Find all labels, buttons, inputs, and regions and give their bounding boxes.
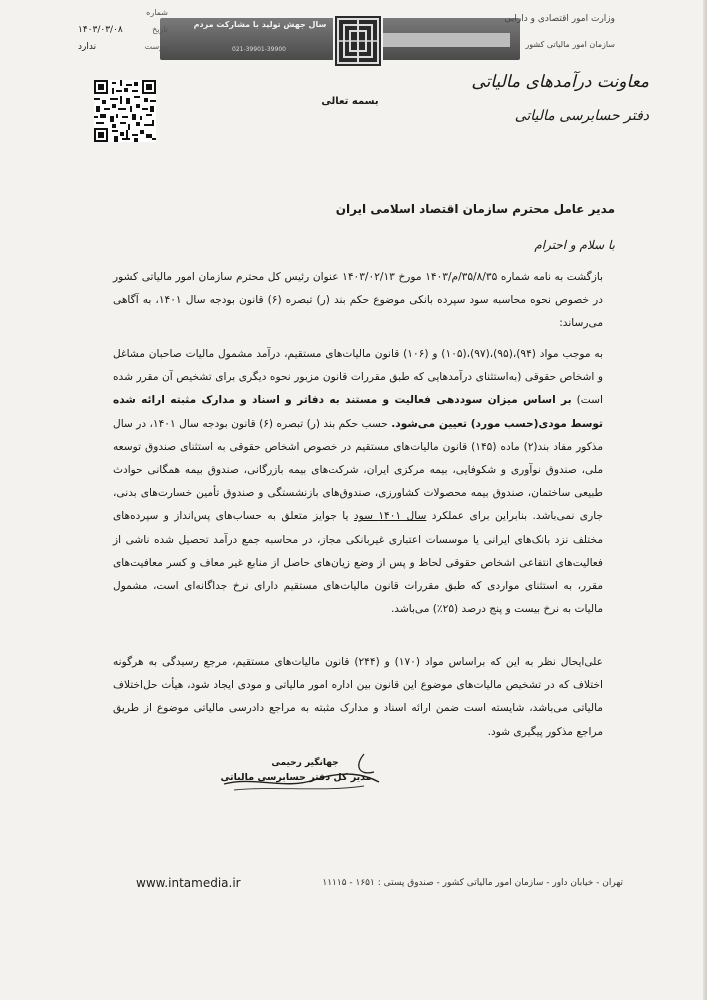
meta-date-row bbox=[78, 25, 168, 42]
attachment-value: ندارد bbox=[78, 42, 97, 52]
number-label: شماره bbox=[146, 8, 168, 17]
office-title: دفتر حسابرسی مالیاتی bbox=[514, 108, 649, 124]
footer-website[interactable]: www.intamedia.ir bbox=[136, 876, 241, 890]
footer-address: تهران - خیابان داور - سازمان امور مالیاتی کشور - صندوق پستی : ۱۶۵۱ - ۱۱۱۱۵ bbox=[322, 878, 623, 888]
paragraph-2-part-2: حسب حکم بند (ر) تبصره (۶) قانون بودجه سال ۱۴۰۱، در سال مذکور مفاد بند(۲) ماده (۱۴۵) قانون مالیات‌های مستقیم در خصوص اشخاص حقوقی به استثنای صندوق توسعه ملی، صندوق نوآوری و شکوفایی، بیمه مرکزی ایران، شرکت‌های بیمه بازرگانی، صندوق بیمه همگانی حوادث طبیعی ساختمان، صندوق بیمه محصولات کشاورزی، صندوق‌های بازنشستگی و صندوق تأمین خسارت‌های بدنی، جاری نمی‌باشد. بنابراین برای عملکرد bbox=[113, 417, 604, 523]
deputy-title: معاونت درآمدهای مالیاتی bbox=[471, 72, 649, 92]
qr-code-icon bbox=[94, 80, 156, 142]
paragraph-2-part-3: یا جوایز متعلق به حساب‌های پس‌انداز و سپرده‌های مختلف نزد بانک‌های ایرانی یا موسسات اعتباری غیربانکی مجاز، در محاسبه جمع درآمد تحصیل شده ناشی از فعالیت‌های انتفاعی اشخاص حقوقی لحاظ و پس از وضع زیان‌های حاصل از منابع غیر معاف و کسر معافیت‌های مقرر، به استثنای مواردی که طبق مقررات قانون مالیات‌های مستقیم دارای نرخ جداگانه‌ای است، مشمول مالیات به نرخ بیست و پنج درصد (۲۵٪) می‌باشد. bbox=[113, 510, 603, 616]
handwritten-signature-icon bbox=[214, 746, 384, 796]
paragraph-3: علی‌ایحال نظر به این که براساس مواد (۱۷۰) و (۲۴۴) قانون مالیات‌های مستقیم، مرجع رسیدگی به هرگونه اختلاف که در تشخیص مالیات‌های موضوع این قانون بین اداره امور مالیاتی و مودی ایجاد شود، هیأت حل‌اختلاف مالیاتی می‌باشد، شایسته است ضمن ارائه اسناد و مدارک مثبته به مراجع دادرسی مالیاتی موضوع از طریق مراجع مذکور پیگیری شود. bbox=[113, 656, 604, 738]
header-phone: 021-39901-39900 bbox=[232, 46, 286, 53]
signer-name: جهانگیر رحیمی bbox=[271, 758, 339, 768]
meta-number-row bbox=[78, 8, 168, 25]
paragraph-1: بازگشت به نامه شماره ۳۵/۸/۳۵/م/۱۴۰۳ مورخ ۱۴۰۳/۰۲/۱۳ عنوان رئیس کل محترم سازمان امور مالیاتی کشور در خصوص نحوه محاسبه سود سپرده بانکی موضوع حکم بند (ر) تبصره (۶) قانون بودجه سال ۱۴۰۱، به آگاهی می‌رساند: bbox=[113, 271, 603, 330]
organization-name: سازمان امور مالیاتی کشور bbox=[525, 40, 615, 49]
date-value: ۱۴۰۳/۰۳/۰۸ bbox=[78, 25, 123, 35]
emblem-logo bbox=[333, 14, 383, 68]
qr-code bbox=[94, 80, 156, 142]
greeting: با سلام و احترام bbox=[534, 238, 615, 252]
emblem-icon bbox=[335, 16, 381, 66]
attachment-label: پیوست bbox=[144, 42, 168, 51]
date-label: تاریخ bbox=[152, 25, 168, 34]
meta-attachment-row bbox=[78, 42, 168, 59]
year-slogan: سال جهش تولید با مشارکت مردم bbox=[193, 20, 327, 29]
signer-title: مدیر کل دفتر حسابرسی مالیاتی bbox=[220, 772, 372, 783]
scan-edge bbox=[703, 0, 707, 1000]
recipient: مدیر عامل محترم سازمان اقتصاد اسلامی ایران bbox=[335, 202, 615, 216]
paragraph-2 bbox=[113, 343, 603, 653]
paragraph-2-underlined: سال ۱۴۰۱ سود bbox=[353, 510, 427, 523]
paragraph-2-bold: بر اساس میزان سوددهی فعالیت و مستند به دفاتر و اسناد و مدارک مثبته ارائه شده توسط مودی(حسب مورد) تعیین می‌شود. bbox=[113, 394, 603, 430]
paragraph-2-part-1: به موجب مواد (۹۴)،(۹۵)،(۹۷)،(۱۰۵) و (۱۰۶) قانون مالیات‌های مستقیم، درآمد مشمول مالیات صاحبان مشاغل و اشخاص حقوقی (به‌استثنای درآمدهایی که طبق مقررات قانون مزبور نحوه دیگری برای تشخیص آن مقرر شده است) bbox=[113, 348, 603, 407]
letter-meta bbox=[78, 8, 168, 59]
ministry-name: وزارت امور اقتصادی و دارایی bbox=[504, 14, 615, 24]
basmala: بسمه تعالی bbox=[321, 96, 379, 107]
